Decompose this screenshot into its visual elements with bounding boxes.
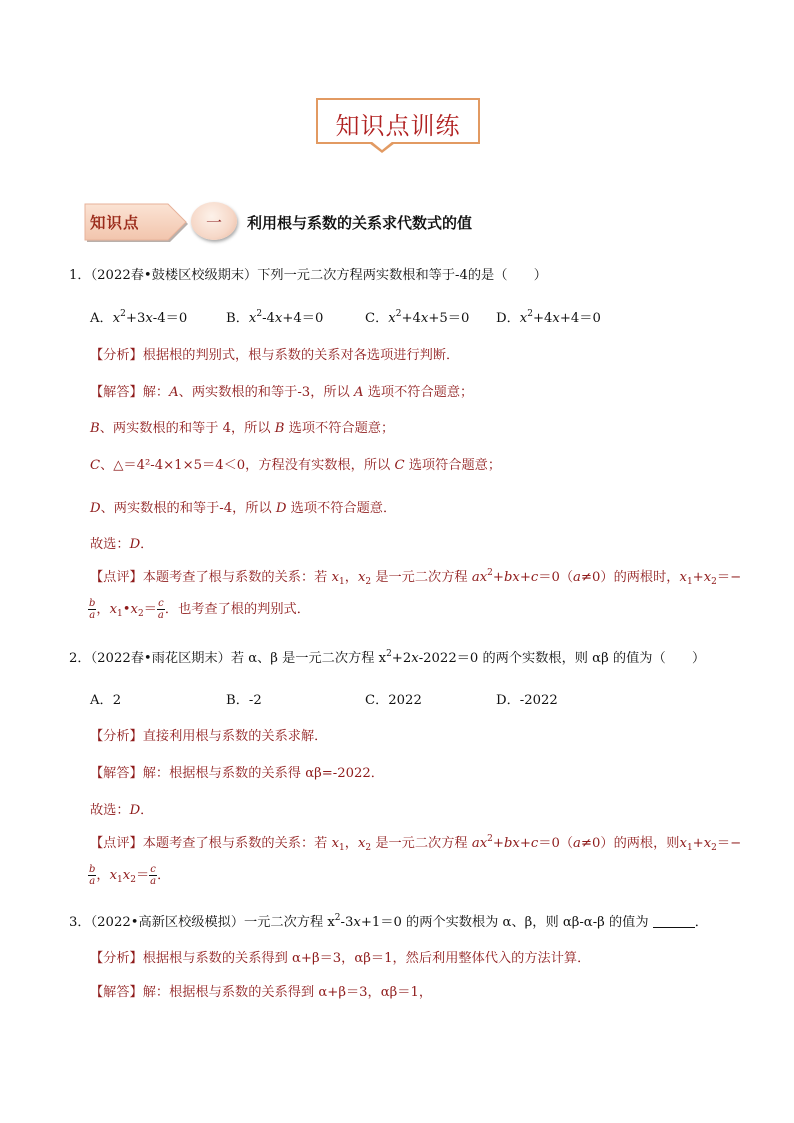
q2-option-d: D．-2022: [496, 693, 558, 708]
analysis-tag: 【分析】: [90, 348, 143, 363]
q1-review-formula: $\frac{b}{a}$ ，$x_1•x_2=$ $\frac{c}{a}$ ．也考查了根的判别式．: [89, 598, 310, 621]
q1-option-d: D．$x^2+4x+4=0$: [496, 309, 601, 326]
q1-option-c: C．$x^2+4x+5=0$: [365, 309, 470, 326]
q1-option-a: A．$x^2+3x-4=0$: [90, 309, 188, 326]
q1-stem: 1．（2022春•鼓楼区校级期末）下列一元二次方程两实数根和等于-4的是（ ）: [69, 268, 547, 283]
q3-stem: 3．（2022•高新区校级模拟）一元二次方程 $x^2-3x+1=0$ 的两个实数根为 α、β，则 αβ-α-β 的值为 ．: [69, 913, 708, 930]
q3-answer: 【解答】解：根据根与系数的关系得到 α+β＝3，αβ＝1，: [90, 985, 433, 1000]
section-title: 利用根与系数的关系求代数式的值: [247, 214, 473, 232]
q1-option-b: B．$x^2-4x+4=0$: [226, 309, 324, 326]
q2-answer: 【解答】解：根据根与系数的关系得 αβ=-2022．: [90, 766, 384, 781]
q1-solution-d: D、两实数根的和等于-4，所以 D 选项不符合题意．: [90, 501, 397, 516]
q2-option-a: A．2: [90, 693, 122, 708]
q2-stem: 2．（2022春•雨花区期末）若 α、β 是一元二次方程 $x^2+2x-2022=0$ 的两个实数根，则 αβ 的值为（ ）: [69, 649, 706, 666]
q1-solution-a: 【解答】解：A、两实数根的和等于-3，所以 A 选项不符合题意；: [90, 385, 474, 400]
q2-choice: 故选：D．: [90, 803, 154, 818]
q1-solution-b: B、两实数根的和等于 4，所以 B 选项不符合题意；: [90, 421, 395, 436]
q3-analysis: 【分析】根据根与系数的关系得到 α+β＝3，αβ＝1，然后利用整体代入的方法计算．: [90, 951, 591, 966]
answer-blank: [653, 915, 695, 928]
q2-analysis: 【分析】直接利用根与系数的关系求解．: [90, 729, 328, 744]
q1-choice: 故选：D．: [90, 537, 154, 552]
q2-review: 【点评】本题考查了根与系数的关系：若 $x_1$，$x_2$ 是一元二次方程 $ax^2+bx+c=0(a\ne 0)$的两根，则$x_1+x_2=-$: [90, 834, 742, 853]
knowledge-tag-label: 知识点: [90, 214, 140, 232]
q1-analysis: 【分析】根据根的判别式，根与系数的关系对各选项进行判断．: [90, 348, 460, 363]
q2-option-c: C．2022: [365, 693, 422, 708]
q1-solution-c: C、△＝4²-4×1×5＝4＜0，方程没有实数根，所以 C 选项符合题意；: [90, 458, 502, 473]
section-number: 一: [205, 213, 222, 232]
q1-review: 【点评】本题考查了根与系数的关系：若 $x_1$，$x_2$ 是一元二次方程 $ax^2+bx+c=0(a\ne 0)$的两根时，$x_1+x_2=-$: [90, 568, 742, 587]
title-banner: [316, 98, 480, 144]
q2-review-formula: $\frac{b}{a}$ ，$x_1x_2=$ $\frac{c}{a}$ ．: [89, 864, 171, 887]
page-title: 知识点训练: [335, 112, 461, 140]
title-banner-notch-inner: [371, 141, 393, 150]
q2-option-b: B．-2: [226, 693, 262, 708]
